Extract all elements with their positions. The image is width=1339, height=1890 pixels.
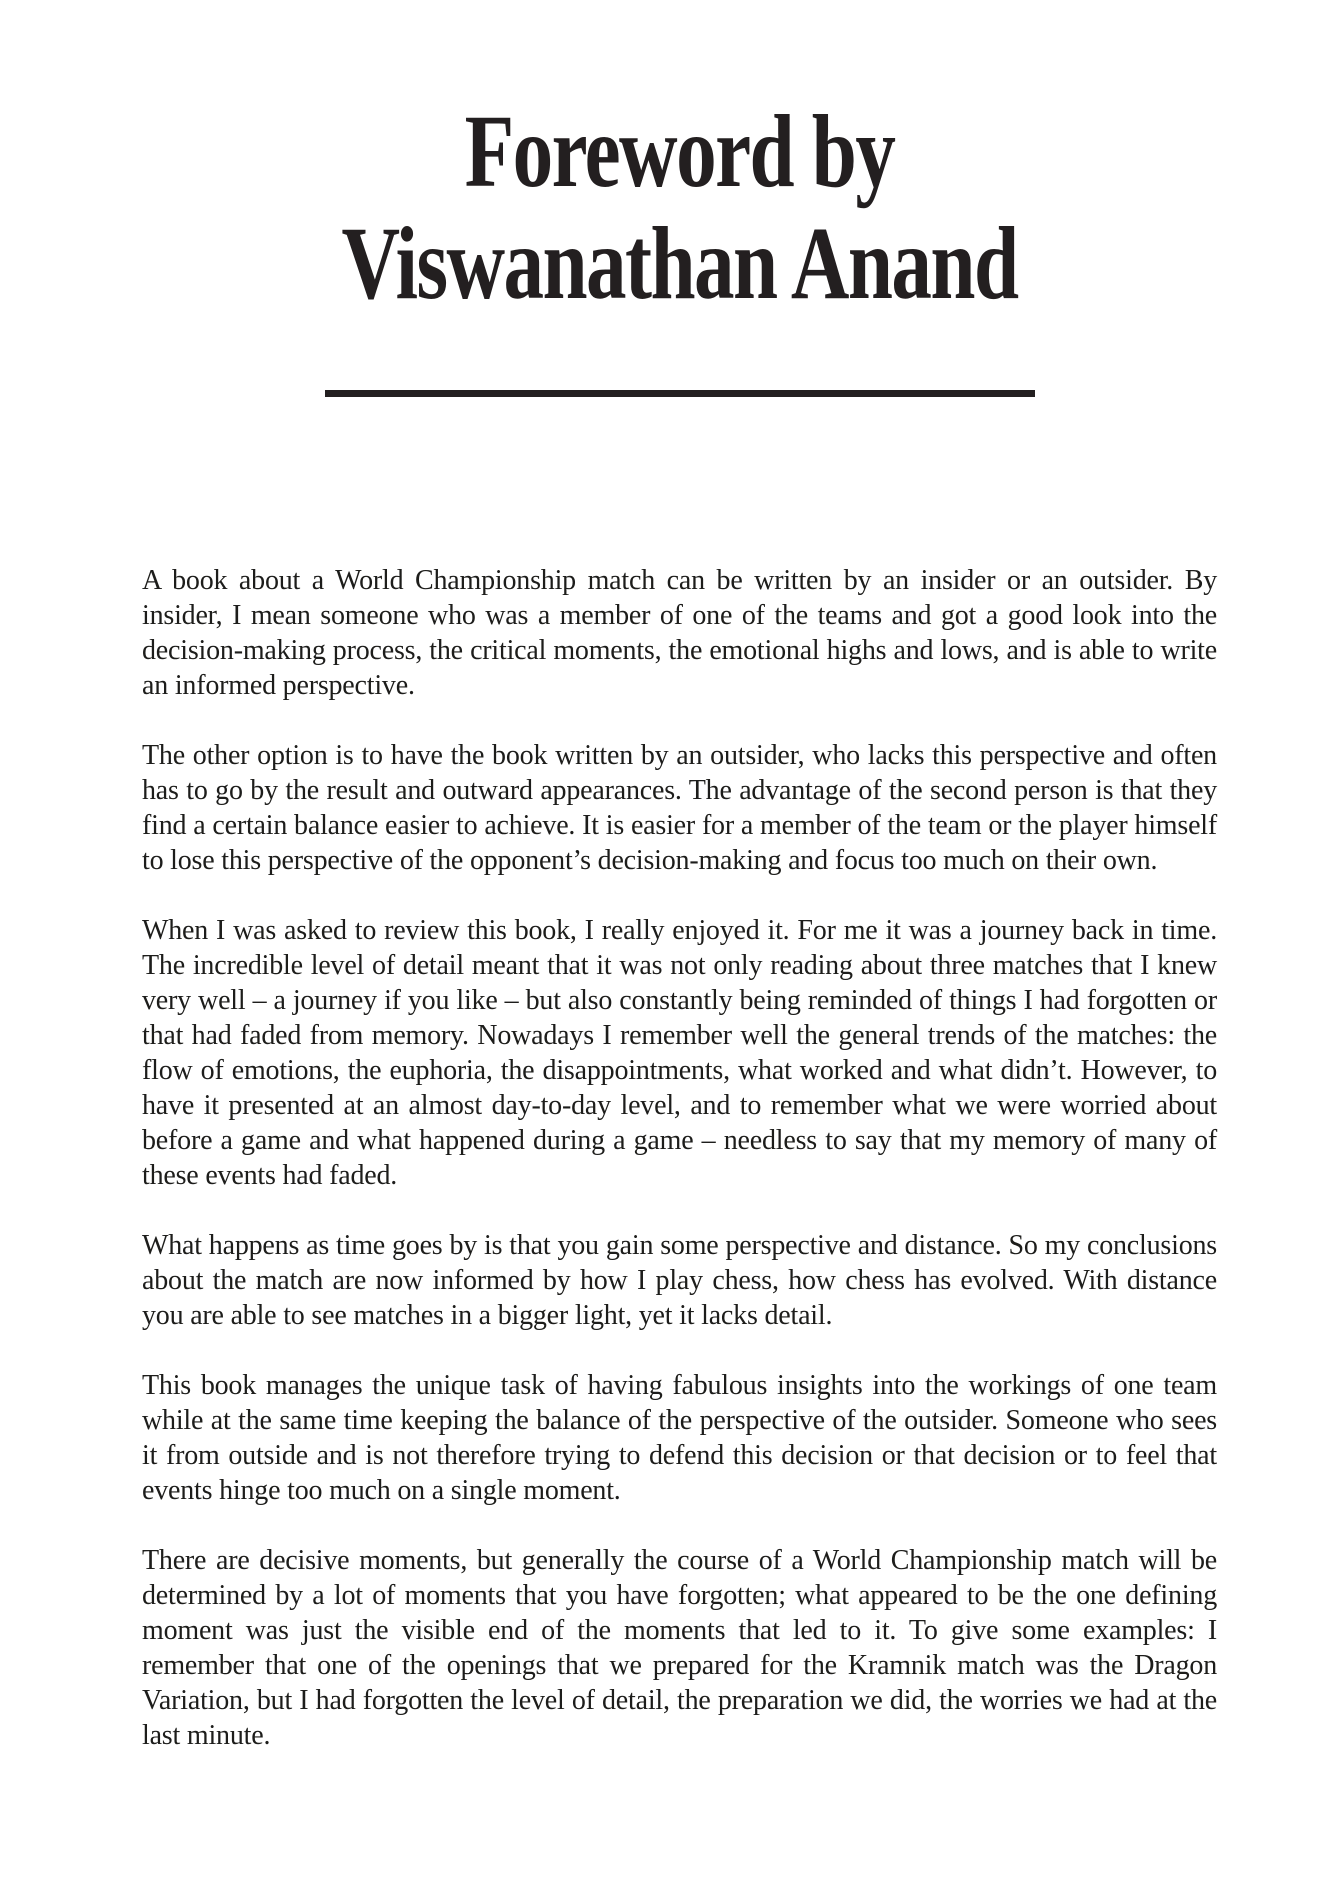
page-title-line-2: Viswanathan Anand [341,206,1018,321]
page-title-line-1: Foreword by [464,94,895,209]
foreword-paragraph-1: A book about a World Championship match can be written by an insider or an outsider. By insider, I mean someone who was a member of one of the teams and got a good look into the decision-making process, the critical moments, the emotional highs and lows, and is able to write an informed perspective. [142,564,1217,701]
foreword-paragraph-4: What happens as time goes by is that you gain some perspective and distance. So my conclusions about the match are now informed by how I play chess, how chess has evolved. With distance you are able to see matches in a bigger light, yet it lacks detail. [142,1229,1217,1331]
page-content [142,0,1217,1788]
foreword-paragraph-2: The other option is to have the book written by an outsider, who lacks this perspective and often has to go by the result and outward appearances. The advantage of the second person is that they find a certain balance easier to achieve. It is easier for a member of the team or the player himself to lose this perspective of the opponent’s decision-making and focus too much on their own. [142,739,1217,876]
foreword-paragraph-5: This book manages the unique task of having fabulous insights into the workings of one team while at the same time keeping the balance of the perspective of the outsider. Someone who sees it from outside and is not therefore trying to defend this decision or that decision or to feel that events hinge too much on a single moment. [142,1369,1217,1506]
page-title [260,96,1099,320]
foreword-paragraph-3: When I was asked to review this book, I really enjoyed it. For me it was a journey back in time. The incredible level of detail meant that it was not only reading about three matches that I knew very well – a journey if you like – but also constantly being reminded of things I had forgotten or that had faded from memory. Nowadays I remember well the general trends of the matches: the flow of emotions, the euphoria, the disappointments, what worked and what didn’t. However, to have it presented at an almost day-to-day level, and to remember what we were worried about before a game and what happened during a game – needless to say that my memory of many of these events had faded. [142,914,1217,1191]
foreword-body [142,563,1217,1753]
title-divider-rule [325,390,1035,397]
foreword-paragraph-6: There are decisive moments, but generally the course of a World Championship match will be determined by a lot of moments that you have forgotten; what appeared to be the one defining moment was just the visible end of the moments that led to it. To give some examples: I remember that one of the openings that we prepared for the Kramnik match was the Dragon Variation, but I had forgotten the level of detail, the preparation we did, the worries we had at the last minute. [142,1544,1217,1751]
